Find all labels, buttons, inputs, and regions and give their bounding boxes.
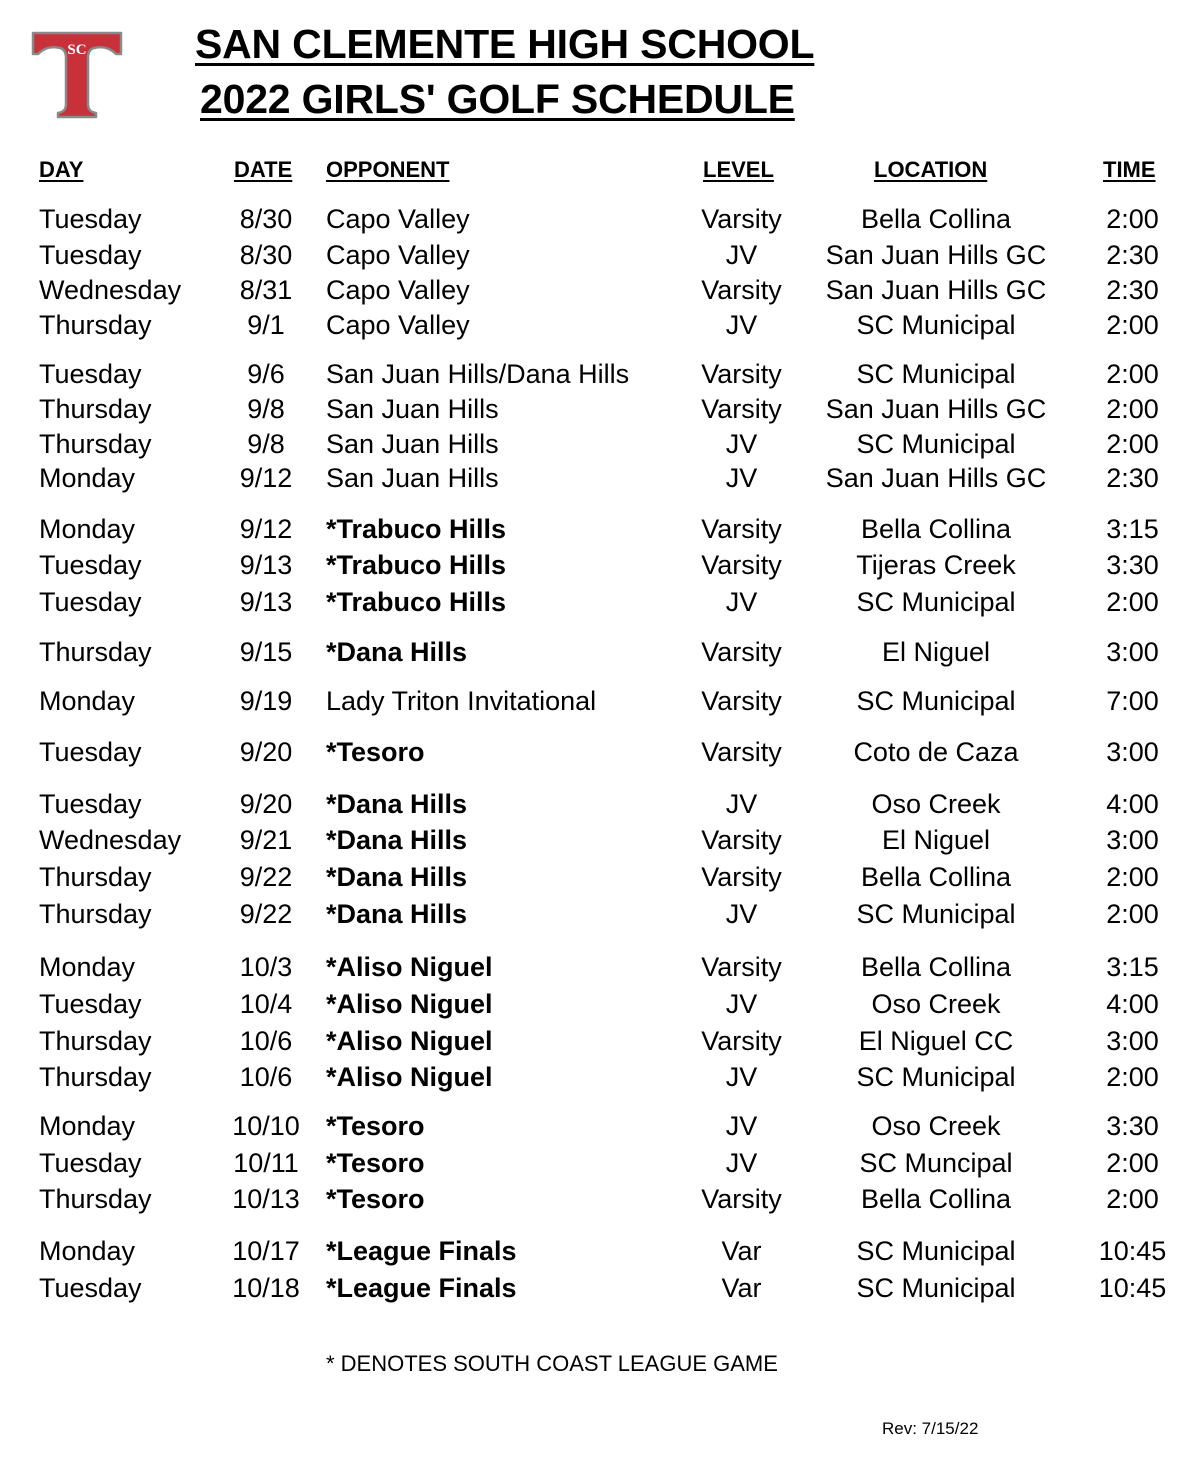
row-date: 9/6 [247,359,285,389]
schedule-title: 2022 GIRLS' GOLF SCHEDULE [200,76,795,122]
row-level: JV [725,310,758,340]
row-opponent: *Tesoro [326,1111,425,1141]
table-row [0,512,1200,546]
row-day: Thursday [39,899,152,929]
column-header-level: LEVEL [703,157,774,182]
row-day: Tuesday [39,587,142,617]
row-time: 2:00 [1106,899,1159,929]
table-row [0,897,1200,931]
row-day: Thursday [39,310,152,340]
row-opponent: San Juan Hills [326,394,499,424]
row-location: Oso Creek [871,1111,1001,1141]
row-location: San Juan Hills GC [825,240,1047,270]
row-opponent: *Aliso Niguel [326,989,493,1019]
row-day: Tuesday [39,1273,142,1303]
row-day: Thursday [39,1026,152,1056]
row-day: Thursday [39,637,152,667]
row-time: 3:00 [1106,825,1159,855]
row-opponent: *Dana Hills [326,825,468,855]
row-level: JV [725,587,758,617]
row-time: 3:30 [1106,1111,1159,1141]
row-date: 10/4 [239,989,293,1019]
row-opponent: *Trabuco Hills [326,587,507,617]
row-day: Tuesday [39,204,142,234]
row-opponent: *Trabuco Hills [326,550,507,580]
row-level: JV [725,1148,758,1178]
row-date: 10/6 [239,1062,293,1092]
row-location: San Juan Hills GC [825,463,1047,493]
table-row [0,273,1200,307]
row-time: 3:15 [1106,514,1159,544]
row-opponent: *Dana Hills [326,789,468,819]
row-date: 9/13 [239,550,293,580]
table-row [0,392,1200,426]
table-row [0,427,1200,461]
row-time: 4:00 [1106,989,1159,1019]
row-time: 2:00 [1106,204,1159,234]
row-opponent: *Trabuco Hills [326,514,507,544]
row-time: 2:30 [1106,463,1159,493]
row-location: Bella Collina [860,204,1012,234]
row-date: 10/10 [232,1111,300,1141]
triton-t-logo-icon [30,30,124,120]
row-date: 9/13 [239,587,293,617]
row-time: 2:00 [1106,1184,1159,1214]
row-location: San Juan Hills GC [825,394,1047,424]
row-time: 3:00 [1106,1026,1159,1056]
revision-date: Rev: 7/15/22 [882,1419,979,1438]
row-day: Tuesday [39,240,142,270]
row-location: El Niguel [881,825,991,855]
column-header-time: TIME [1103,157,1156,182]
row-day: Tuesday [39,737,142,767]
row-time: 2:30 [1106,275,1159,305]
row-date: 10/17 [232,1236,300,1266]
row-level: Varsity [701,394,782,424]
row-opponent: *Aliso Niguel [326,952,493,982]
table-row [0,308,1200,342]
table-row [0,1024,1200,1058]
row-location: SC Municipal [856,1273,1016,1303]
row-day: Monday [39,952,136,982]
row-level: JV [725,240,758,270]
row-level: Varsity [701,514,782,544]
row-opponent: *League Finals [326,1236,517,1266]
row-opponent: *Aliso Niguel [326,1026,493,1056]
row-time: 2:00 [1106,359,1159,389]
row-location: Bella Collina [860,514,1012,544]
row-date: 8/31 [239,275,293,305]
row-time: 2:00 [1106,587,1159,617]
row-location: Tijeras Creek [856,550,1016,580]
column-header-date: DATE [234,157,293,182]
table-row [0,735,1200,769]
row-date: 9/19 [239,686,293,716]
row-day: Thursday [39,862,152,892]
row-location: SC Municipal [856,310,1016,340]
row-day: Thursday [39,394,152,424]
row-opponent: San Juan Hills/Dana Hills [326,359,630,389]
row-time: 3:00 [1106,637,1159,667]
table-row [0,787,1200,821]
row-location: SC Muncipal [859,1148,1013,1178]
table-row [0,1060,1200,1094]
school-title: SAN CLEMENTE HIGH SCHOOL [195,21,815,67]
row-time: 2:30 [1106,240,1159,270]
row-level: Varsity [701,275,782,305]
row-level: Varsity [701,1184,782,1214]
row-level: JV [725,463,758,493]
row-day: Thursday [39,1062,152,1092]
row-day: Monday [39,1111,136,1141]
row-day: Thursday [39,429,152,459]
row-location: El Niguel [881,637,991,667]
row-date: 9/21 [239,825,293,855]
row-opponent: Capo Valley [326,275,470,305]
table-row [0,461,1200,495]
row-opponent: *Dana Hills [326,862,468,892]
row-location: SC Municipal [856,686,1016,716]
row-day: Monday [39,463,136,493]
row-date: 9/22 [239,862,293,892]
row-time: 2:00 [1106,1148,1159,1178]
row-location: SC Municipal [856,587,1016,617]
row-location: Bella Collina [860,1184,1012,1214]
row-location: SC Municipal [856,1236,1016,1266]
row-level: Varsity [701,204,782,234]
row-time: 2:00 [1106,429,1159,459]
column-header-day: DAY [39,157,84,182]
table-row [0,860,1200,894]
row-opponent: Lady Triton Invitational [326,686,597,716]
table-row [0,1234,1200,1268]
row-day: Tuesday [39,989,142,1019]
row-date: 9/12 [239,514,293,544]
row-opponent: *League Finals [326,1273,517,1303]
row-day: Monday [39,686,136,716]
row-level: JV [725,789,758,819]
table-row [0,357,1200,391]
logo-monogram: SC [67,42,87,58]
row-time: 7:00 [1106,686,1159,716]
table-row [0,1109,1200,1143]
table-row [0,1146,1200,1180]
row-location: SC Municipal [856,429,1016,459]
row-level: Var [721,1236,762,1266]
row-time: 2:00 [1106,862,1159,892]
row-location: SC Municipal [856,899,1016,929]
table-row [0,202,1200,236]
row-date: 8/30 [239,240,293,270]
table-row [0,585,1200,619]
row-level: Varsity [701,737,782,767]
row-date: 8/30 [239,204,293,234]
row-level: Varsity [701,550,782,580]
row-day: Monday [39,514,136,544]
row-level: Var [721,1273,762,1303]
row-opponent: San Juan Hills [326,429,499,459]
row-day: Thursday [39,1184,152,1214]
row-date: 10/3 [239,952,293,982]
row-opponent: *Tesoro [326,737,425,767]
row-opponent: *Tesoro [326,1148,425,1178]
row-location: San Juan Hills GC [825,275,1047,305]
row-level: JV [725,1062,758,1092]
row-time: 2:00 [1106,394,1159,424]
row-date: 9/22 [239,899,293,929]
row-location: Bella Collina [860,952,1012,982]
row-opponent: *Aliso Niguel [326,1062,493,1092]
row-day: Wednesday [39,275,182,305]
row-date: 9/20 [239,789,293,819]
row-location: SC Municipal [856,1062,1016,1092]
row-opponent: *Tesoro [326,1184,425,1214]
row-date: 9/20 [239,737,293,767]
column-header-location: LOCATION [874,157,988,182]
row-time: 4:00 [1106,789,1159,819]
row-time: 2:00 [1106,310,1159,340]
row-time: 2:00 [1106,1062,1159,1092]
table-row [0,1271,1200,1305]
row-time: 10:45 [1098,1273,1167,1303]
row-location: SC Municipal [856,359,1016,389]
row-opponent: Capo Valley [326,310,470,340]
row-level: JV [725,1111,758,1141]
row-date: 9/12 [239,463,293,493]
row-location: Coto de Caza [853,737,1019,767]
row-day: Tuesday [39,1148,142,1178]
row-time: 3:00 [1106,737,1159,767]
row-date: 9/1 [247,310,285,340]
row-location: Oso Creek [871,989,1001,1019]
row-level: Varsity [701,862,782,892]
row-date: 9/8 [247,394,285,424]
table-row [0,950,1200,984]
row-location: Oso Creek [871,789,1001,819]
row-day: Tuesday [39,789,142,819]
row-opponent: *Dana Hills [326,637,468,667]
row-level: Varsity [701,637,782,667]
row-level: JV [725,989,758,1019]
table-row [0,823,1200,857]
table-row [0,548,1200,582]
row-time: 10:45 [1098,1236,1167,1266]
row-opponent: San Juan Hills [326,463,499,493]
row-date: 10/11 [233,1148,299,1178]
row-opponent: *Dana Hills [326,899,468,929]
row-day: Wednesday [39,825,182,855]
row-day: Tuesday [39,359,142,389]
row-level: Varsity [701,1026,782,1056]
row-level: Varsity [701,686,782,716]
row-level: Varsity [701,359,782,389]
row-opponent: Capo Valley [326,204,470,234]
row-day: Monday [39,1236,136,1266]
row-level: Varsity [701,825,782,855]
row-time: 3:30 [1106,550,1159,580]
row-location: Bella Collina [860,862,1012,892]
column-header-opponent: OPPONENT [326,157,450,182]
row-date: 9/8 [247,429,285,459]
row-location: El Niguel CC [858,1026,1014,1056]
row-date: 10/18 [232,1273,300,1303]
row-level: JV [725,899,758,929]
table-row [0,684,1200,718]
league-footnote: * DENOTES SOUTH COAST LEAGUE GAME [326,1351,778,1376]
row-opponent: Capo Valley [326,240,470,270]
row-time: 3:15 [1106,952,1159,982]
row-level: JV [725,429,758,459]
table-row [0,1182,1200,1216]
table-row [0,987,1200,1021]
row-day: Tuesday [39,550,142,580]
row-date: 9/15 [239,637,293,667]
table-row [0,635,1200,669]
row-date: 10/6 [239,1026,293,1056]
row-date: 10/13 [232,1184,300,1214]
row-level: Varsity [701,952,782,982]
table-row [0,238,1200,272]
